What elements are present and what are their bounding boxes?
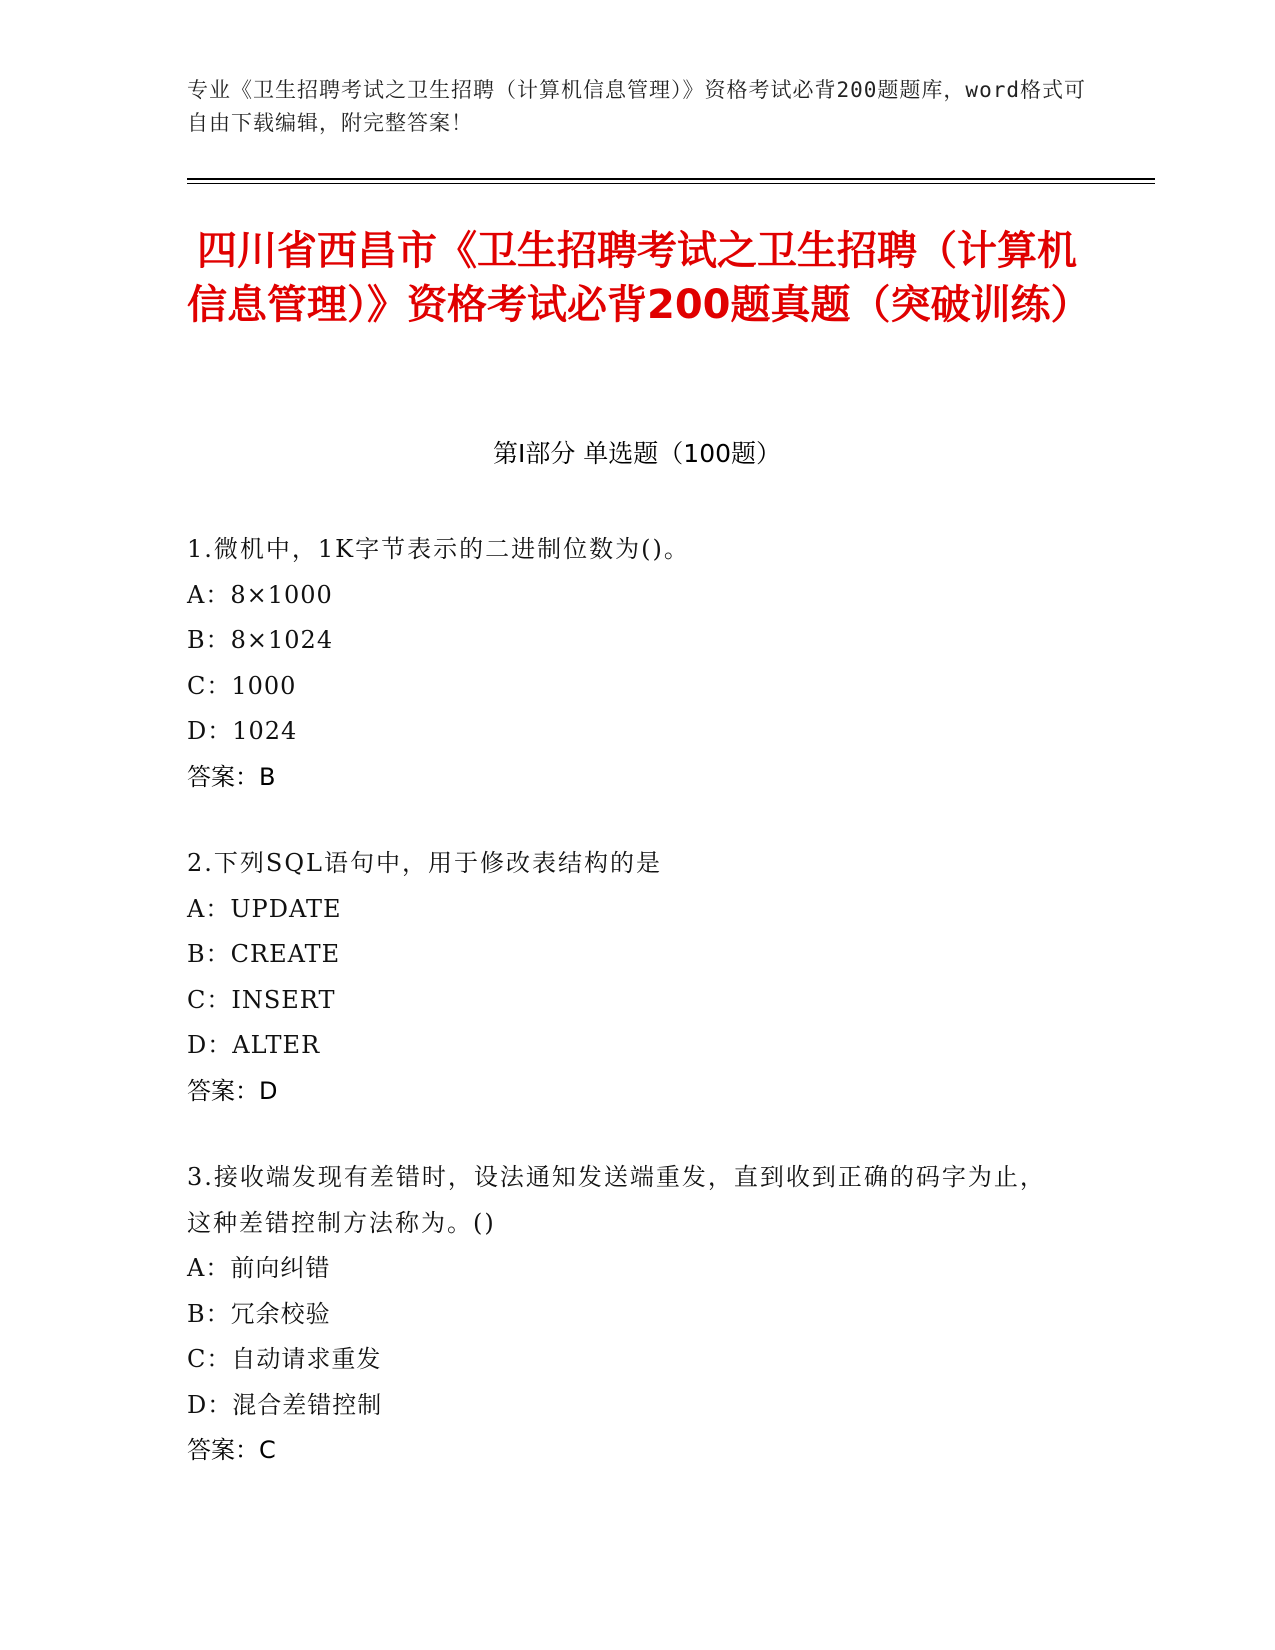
option-a: A：UPDATE: [187, 894, 342, 923]
answer-line: 答案：C: [187, 1436, 276, 1464]
answer-line: 答案：D: [187, 1076, 278, 1105]
question-2: [187, 841, 1087, 1114]
option-c: C：1000: [187, 671, 297, 700]
section-heading: 第Ⅰ部分 单选题（100题）: [492, 439, 782, 468]
question-3: [187, 1155, 1087, 1474]
option-d: D：1024: [187, 717, 298, 745]
header-note: 专业《卫生招聘考试之卫生招聘（计算机信息管理）》资格考试必背200题题库，word格式可自由下载编辑，附完整答案！: [187, 78, 1086, 135]
option-d: D：ALTER: [187, 1031, 321, 1059]
header-divider-thin: [187, 183, 1155, 184]
question-stem: 3.接收端发现有差错时，设法通知发送端重发，直到收到正确的码字为止，这种差错控制方法称为。(): [187, 1163, 1046, 1237]
option-b: B：8×1024: [187, 626, 334, 654]
option-b: B：冗余校验: [187, 1299, 331, 1328]
question-1: [187, 527, 1087, 800]
option-c: C：INSERT: [187, 985, 336, 1014]
document-title: 四川省西昌市《卫生招聘考试之卫生招聘（计算机信息管理）》资格考试必背200题真题（突破训练）: [187, 228, 1091, 328]
question-stem: 2.下列SQL语句中，用于修改表结构的是: [187, 849, 662, 877]
option-a: A：前向纠错: [187, 1254, 331, 1282]
header-divider: [187, 178, 1155, 180]
option-b: B：CREATE: [187, 940, 341, 968]
option-a: A：8×1000: [187, 580, 333, 609]
question-stem: 1.微机中，1K字节表示的二进制位数为()。: [187, 535, 690, 563]
option-d: D：混合差错控制: [187, 1390, 383, 1419]
answer-line: 答案：B: [187, 762, 276, 791]
option-c: C：自动请求重发: [187, 1345, 382, 1373]
question-list: [187, 527, 1087, 1515]
